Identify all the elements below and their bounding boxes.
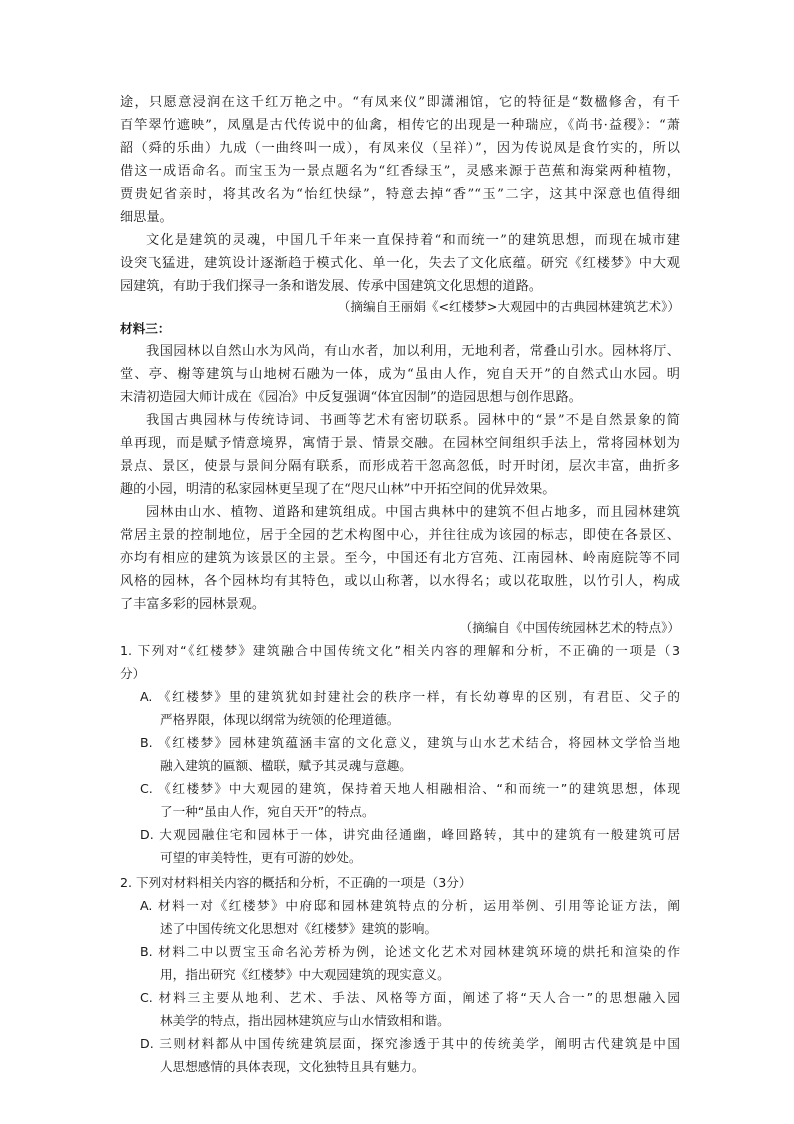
q2-option-c: C. 材料三主要从地利、艺术、手法、风格等方面，阐述了将“天人合一”的思想融入园: [140, 990, 680, 1005]
passage-line: 我国古典园林与传统诗词、书画等艺术有密切联系。园林中的“景”不是自然景象的简: [146, 413, 680, 428]
source-citation: （摘编自王丽娟《<红楼梦>大观园中的古典园林建筑艺术》）: [337, 299, 680, 314]
passage-line: 设突飞猛进，建筑设计逐渐趋于模式化、单一化，失去了文化底蕴。研究《红楼梦》中大观: [120, 256, 680, 271]
passage-line: 了丰富多彩的园林景观。: [120, 597, 266, 612]
passage-line: 文化是建筑的灵魂，中国几千年来一直保持着“和而统一”的建筑思想，而现在城市建: [146, 233, 680, 248]
passage-line: 贾贵妃省亲时，将其改名为“怡红快绿”，特意去掉“香”“玉”二字，这其中深意也值得细: [120, 187, 680, 202]
q2-option-c: 林美学的特点，指出园林建筑应与山水情致相和谐。: [160, 1013, 450, 1028]
passage-line: 细思量。: [120, 210, 173, 225]
passage-line: 百竿翠竹遮映”，凤凰是古代传说中的仙禽，相传它的出现是一种瑞应，《尚书·益稷》：“萧: [120, 118, 680, 133]
passage-line: 韶（舜的乐曲）九成（一曲终叫一成），有凤来仪（呈祥）”，因为传说凤是食竹实的，所以: [120, 141, 680, 156]
q1-option-a: A. 《红楼梦》里的建筑犹如封建社会的秩序一样，有长幼尊卑的区别，有君臣、父子的: [140, 689, 680, 704]
q1-option-b: 融入建筑的匾额、楹联，赋予其灵魂与意趣。: [160, 758, 412, 773]
q1-option-c: 了一种“虽由人作，宛自天开”的特点。: [160, 804, 375, 819]
passage-line: 堂、亭、榭等建筑与山地树石融为一体，成为“虽由人作，宛自天开”的自然式山水园。明: [120, 367, 680, 382]
question-1-stem: 1. 下列对“《红楼梦》建筑融合中国传统文化”相关内容的理解和分析，不正确的一项是（3: [120, 643, 680, 658]
passage-line: 途，只愿意浸润在这千红万艳之中。“有凤来仪”即潇湘馆，它的特征是“数楹修舍，有千: [120, 95, 680, 110]
q1-option-d: D. 大观园融住宅和园林于一体，讲究曲径通幽，峰回路转，其中的建筑有一般建筑可居: [140, 827, 680, 842]
q2-option-d: D. 三则材料都从中国传统建筑层面，探究渗透于其中的传统美学，阐明古代建筑是中国: [140, 1036, 680, 1051]
passage-line: 末清初造园大师计成在《园冶》中反复强调“体宜因制”的造园思想与创作思路。: [120, 390, 582, 405]
q2-option-b: B. 材料二中以贾宝玉命名沁芳桥为例，论述文化艺术对园林建筑环境的烘托和渲染的作: [140, 944, 680, 959]
q2-option-a: 述了中国传统文化思想对《红楼梦》建筑的影响。: [160, 921, 438, 936]
passage-line: 景点、景区，使景与景间分隔有联系，而形成若干忽高忽低，时开时闭，层次丰富，曲折多: [120, 459, 680, 474]
passage-line: 我国园林以自然山水为风尚，有山水者，加以利用，无地利者，常叠山引水。园林将厅、: [146, 344, 680, 359]
passage-line: 单再现，而是赋予情意境界，寓情于景、情景交融。在园林空间组织手法上，常将园林划为: [120, 436, 680, 451]
q1-option-c: C. 《红楼梦》中大观园的建筑，保持着天地人相融相洽、“和而统一”的建筑思想，体现: [140, 781, 680, 796]
q1-option-a: 严格界限，体现以纲常为统领的伦理道德。: [160, 712, 400, 727]
passage-line: 趣的小园，明清的私家园林更呈现了在“咫尺山林”中开拓空间的优异效果。: [120, 482, 556, 497]
passage-line: 风格的园林，各个园林均有其特色，或以山称著，以水得名；或以花取胜，以竹引人，构成: [120, 574, 680, 589]
passage-line: 园建筑，有助于我们探寻一条和谐发展、传承中国建筑文化思想的道路。: [120, 279, 542, 294]
passage-line: 常居主景的控制地位，居于全园的艺术构图中心，并往往成为该园的标志，即使在各景区、: [120, 528, 680, 543]
passage-line: 借这一成语命名。而宝玉为一景点题名为“红香绿玉”，灵感来源于芭蕉和海棠两种植物，: [120, 164, 680, 179]
question-2-stem: 2. 下列对材料相关内容的概括和分析，不正确的一项是（3分）: [120, 875, 472, 890]
passage-line: 亦均有相应的建筑为该景区的主景。至今，中国还有北方宫苑、江南园林、岭南庭院等不同: [120, 551, 680, 566]
q2-option-b: 用，指出研究《红楼梦》中大观园建筑的现实意义。: [160, 967, 450, 982]
q2-option-d: 人思想感情的具体表现，文化独特且具有魅力。: [160, 1059, 425, 1074]
passage-line: 园林由山水、植物、道路和建筑组成。中国古典林中的建筑不但占地多，而且园林建筑: [146, 505, 680, 520]
material-heading: 材料三：: [120, 321, 171, 336]
q1-option-d: 可望的审美特性，更有可游的妙处。: [160, 850, 362, 865]
question-1-stem: 分）: [120, 666, 146, 681]
q1-option-b: B. 《红楼梦》园林建筑蕴涵丰富的文化意义，建筑与山水艺术结合，将园林文学恰当地: [140, 735, 680, 750]
source-citation: （摘编自《中国传统园林艺术的特点》）: [459, 620, 680, 635]
q2-option-a: A. 材料一对《红楼梦》中府邸和园林建筑特点的分析，运用举例、引用等论证方法，阐: [140, 898, 680, 913]
